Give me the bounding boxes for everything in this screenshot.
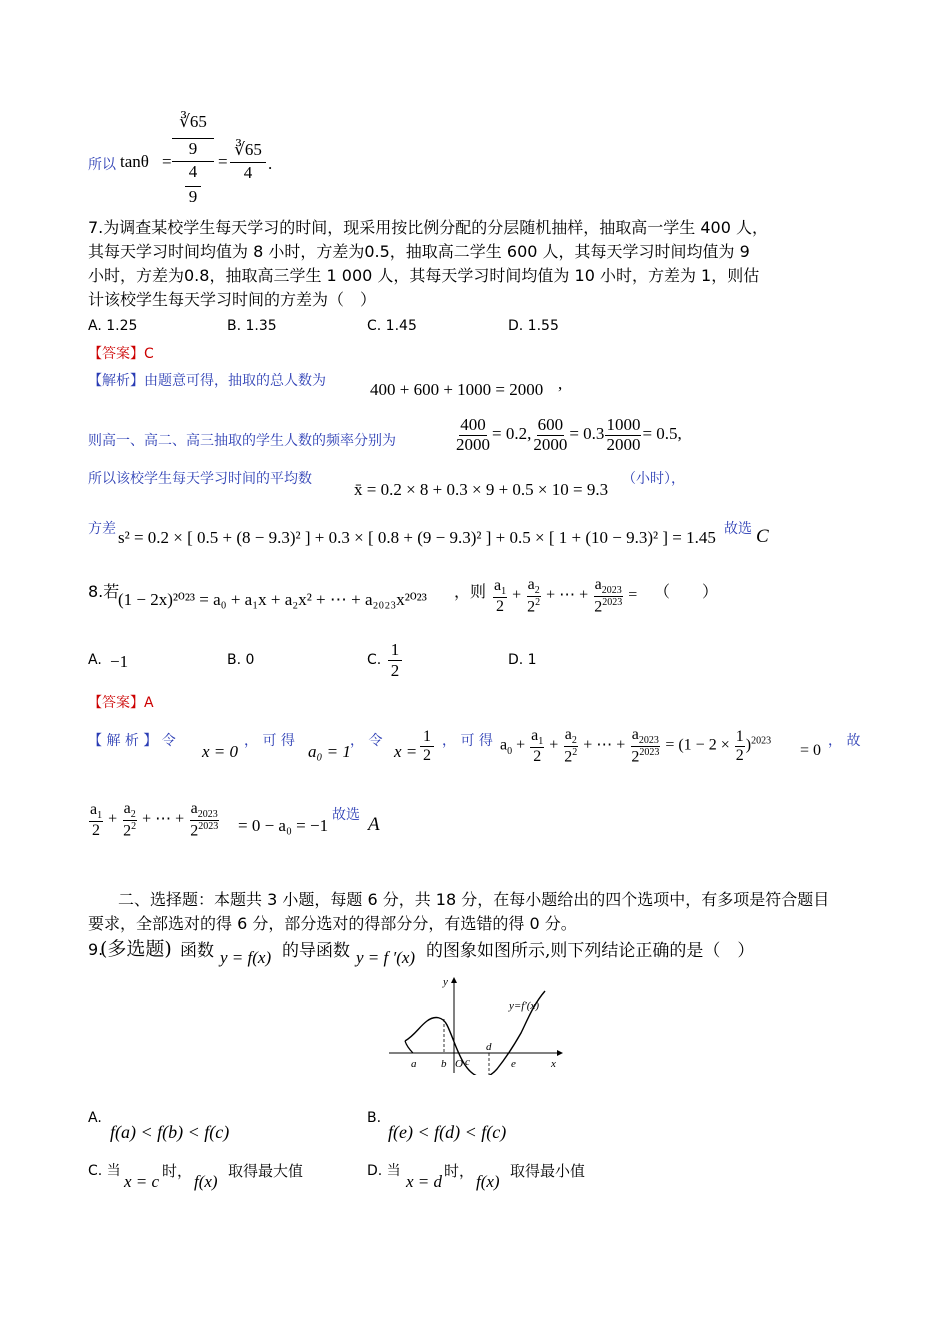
q7-option-b[interactable]: B. 1.35: [227, 318, 277, 334]
q7-analysis-mean: 所以该校学生每天学习时间的平均数 x̄ = 0.2 × 8 + 0.3 × 9 + 0.5 × 10 = 9.3 （小时），: [88, 471, 685, 499]
q7-option-c[interactable]: C. 1.45: [367, 318, 417, 334]
section-2-line1: 二、选择题：本题共 3 小题，每题 6 分，共 18 分，在每小题给出的四个选项中，有多项是符合题目: [118, 890, 830, 909]
q9-option-c[interactable]: C. 当: [88, 1163, 121, 1179]
curve-label: y=f′(x): [509, 1000, 539, 1012]
q8-sum-expression: $\frac{a_1}{2}$ + $\frac{a_2}{2^2}$ + ⋯ + $\frac{a_{2023}}{2^{2023}}$ =: [494, 576, 638, 616]
freq-fraction: $\frac{400}{2000}$: [456, 415, 490, 454]
q9-option-d[interactable]: D. 当: [367, 1163, 401, 1179]
point-d: d: [486, 1041, 492, 1053]
tan-expr: tanθ: [120, 152, 149, 171]
q8-option-a[interactable]: A.: [88, 652, 102, 668]
tan-fraction: ∛65 9 4 9: [172, 112, 214, 209]
point-a: a: [411, 1058, 417, 1070]
x-label: x: [551, 1058, 556, 1070]
q9-tag: (多选题): [100, 938, 172, 960]
q8-option-d[interactable]: D. 1: [508, 652, 537, 668]
q7-answer: 【答案】C: [88, 346, 154, 362]
q8-stem: 8.若 (1 − 2x)²⁰²³ = a₀ + a₁x + a₂x² + ⋯ + a₂₀₂₃x²⁰²³ ，则 $\frac{a_1}{2}$ + $\frac{a_2}{2^2}$ + ⋯ + $\frac{a_{2023}}{2^{2023}}$ = （ ）: [88, 576, 719, 616]
q8-option-b[interactable]: B. 0: [227, 652, 255, 668]
q7-options: [88, 318, 848, 338]
q7-stem: 7.为调查某校学生每天学习的时间，现采用按比例分配的分层随机抽样，抽取高一学生 400 人， 其每天学习时间均值为 8 小时，方差为0.5，抽取高二学生 600 人，其每天学习时间均值为 9 小时，方差为0.8，抽取高三学生 1 000 人，其每天学习时间均值为 10 小时，方差为 1，则估 计该校学生每天学习时间的方差为（ ）: [88, 218, 768, 309]
q9-options-row2: C. 当 x = c 时， f(x) 取得最大值 D. 当 x = d 时， f(x) 取得最小值: [88, 1162, 586, 1191]
q7-analysis-freq: 则高一、高二、高三抽取的学生人数的频率分别为 $\frac{400}{2000}$ = 0.2, $\frac{600}{2000}$ = 0.3 $\frac{1000}{2000}$ = 0.5,: [88, 415, 682, 454]
q8-options: A. −1 B. 0 C. 1 2 D. 1: [88, 640, 537, 680]
derivative-graph: [385, 975, 565, 1075]
y-label: y: [443, 976, 448, 988]
point-c: c: [465, 1056, 470, 1068]
q7-option-a[interactable]: A. 1.25: [88, 318, 138, 334]
section-2-line2: 要求，全部选对的得 6 分，部分选对的得部分分，有选错的得 0 分。: [88, 914, 577, 933]
point-b: b: [441, 1058, 447, 1070]
y-axis-arrow: [451, 977, 457, 983]
q9-stem: 9. (多选题) 函数 y = f(x) 的导函数 y = f ′(x) 的图象如图所示,则下列结论正确的是（ ）: [88, 934, 888, 974]
q7-analysis-variance: 方差 s² = 0.2 × [ 0.5 + (8 − 9.3)² ] + 0.3 × [ 0.8 + (9 − 9.3)² ] + 0.5 × [ 1 + (10 − 9.3)² ] = 1.45 故选 C: [88, 521, 769, 547]
q9-option-a[interactable]: A.: [88, 1110, 102, 1126]
point-e: e: [511, 1058, 516, 1070]
x-axis-arrow: [557, 1050, 563, 1056]
q8-option-c[interactable]: C.: [367, 652, 382, 668]
q8-final: $\frac{a_1}{2}$ + $\frac{a_2}{2^2}$ + ⋯ + $\frac{a_{2023}}{2^{2023}}$ = 0 − a₀ = −1 故选 A: [90, 800, 380, 840]
freq-fraction: $\frac{1000}{2000}$: [606, 415, 641, 454]
q7-analysis-total: 【解析】由题意可得，抽取的总人数为 400 + 600 + 1000 = 2000 ,: [88, 373, 563, 399]
q8-analysis: 【 解 析 】 令 x = 0 ， 可 得 a₀ = 1 ， 令 x = 1 2 ， 可 得 $a_0$ + $\frac{a_1}{2}$ + $\frac{a_2}{2^2}$ + ⋯ + $\frac{a_{2023}}{2^{2023}}$ = (1 − 2 × $\frac{1}{2}$ )$^{2023}$ = 0 ， 故: [88, 726, 861, 766]
q9-option-b[interactable]: B.: [367, 1110, 382, 1126]
point-origin: O: [455, 1058, 463, 1070]
tan-result: ∛65 4: [230, 140, 266, 183]
q9-options-row1: A. f(a) < f(b) < f(c) B. f(e) < f(d) < f(c): [88, 1110, 507, 1142]
q8-answer: 【答案】A: [88, 695, 154, 711]
tan-prefix: 所以: [88, 157, 116, 173]
q7-option-d[interactable]: D. 1.55: [508, 318, 559, 334]
freq-fraction: $\frac{600}{2000}$: [533, 415, 568, 454]
